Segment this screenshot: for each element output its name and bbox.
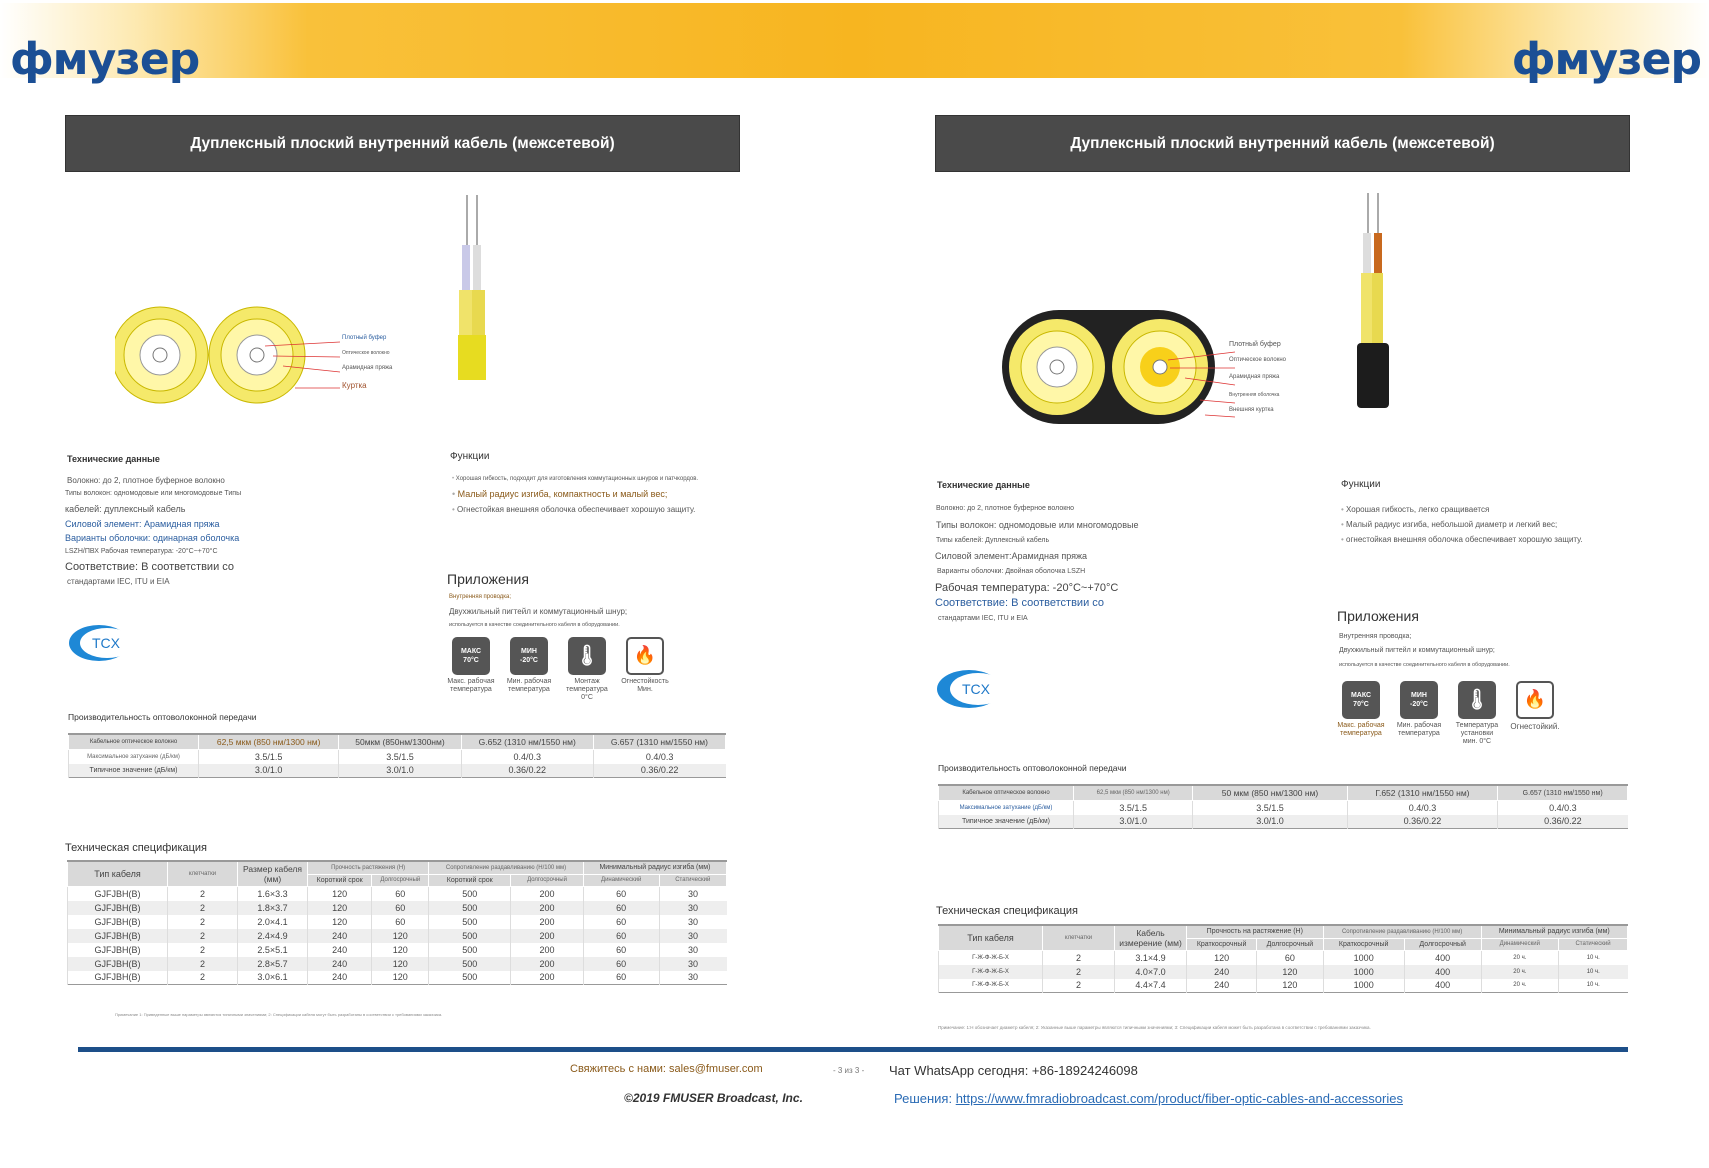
table-cell: Г-Ж-Ф-Ж-Б-Х [939, 965, 1043, 979]
table-cell: 200 [511, 915, 584, 929]
spec-table: Тип кабеля клетчатки Размер кабеля (мм) Прочность растяжения (Н) Сопротивление раздавливанию (Н/100 мм) Минимальный радиус изгиба (мм) Короткий срок Долгосрочный Короткий срок Долгосрочный Динамический Статический GJFJBH(B) 2 1.6×3.3 120 60 500 200 60 30 GJFJBH(B) 2 1.8×3.7 120 60 500 200 60 30 GJFJBH(B) 2 2.0×4.1 120 60 500 200 60 30 GJFJBH(B) 2 2.4×4.9 240 120 500 200 60 30 GJFJBH(B) 2 2.5×5.1 240 120 500 200 60 30 GJFJBH(B) 2 2.8×5.7 240 120 500 200 60 30 GJFJBH(B) 2 3.0×6.1 240 120 500 200 60 30 [67, 860, 727, 985]
spec-icon-row [1337, 681, 1559, 746]
application-line: Двухжильный пигтейл и коммутационный шнур; [1339, 647, 1495, 654]
solutions-link[interactable]: Решения: https://www.fmradiobroadcast.com/product/fiber-optic-cables-and-accessories [894, 1091, 1403, 1106]
table-cell: 30 [659, 957, 726, 971]
spec-table: Тип кабеля клетчатки Кабель измерение (мм) Прочность на растяжение (Н) Сопротивление раздавливанию (Н/100 мм) Минимальный радиус изгиба (мм) Краткосрочный Долгосрочный Краткосрочный Долгосрочный Динамический Статический Г-Ж-Ф-Ж-Б-Х 2 3.1×4.9 120 60 1000 400 20 ч. 10 ч. Г-Ж-Ф-Ж-Б-Х 2 4.0×7.0 240 120 1000 400 20 ч. 10 ч. Г-Ж-Ф-Ж-Б-Х 2 4.4×7.4 240 120 1000 400 20 ч. 10 ч. [938, 924, 1628, 993]
applications-heading: Приложения [447, 571, 529, 587]
table-cell: 500 [429, 957, 511, 971]
min-temp-icon: МИН -20°C Мин. рабочая температура [1395, 681, 1443, 746]
table-cell: 2 [168, 957, 238, 971]
max-temp-icon: МАКС 70°C Макс. рабочая температура [1337, 681, 1385, 746]
table-cell: 200 [511, 957, 584, 971]
tech-data-line: Силовой элемент: Арамидная пряжа [65, 519, 220, 529]
table-cell: 2 [1043, 951, 1115, 965]
table-cell: 120 [372, 943, 429, 957]
table-cell: 500 [429, 915, 511, 929]
table-cell: 2.0×4.1 [238, 915, 308, 929]
table-cell: 20 ч. [1481, 951, 1558, 965]
thermometer-icon: 🌡 Монтаж температура 0°C [563, 637, 611, 702]
svg-text:TCX: TCX [92, 635, 120, 651]
function-item: • Хорошая гибкость, подходит для изготовления коммутационных шнуров и патчкордов. [452, 476, 698, 482]
table-cell: 240 [308, 971, 372, 985]
table-cell: 500 [429, 971, 511, 985]
header-banner [0, 3, 1709, 78]
tech-data-heading: Технические данные [937, 480, 1030, 490]
footer-divider [78, 1047, 1628, 1052]
table-cell: 30 [659, 901, 726, 915]
table-cell: 2.4×4.9 [238, 929, 308, 943]
spec-note: Примечание 1: Приведенные выше параметры являются типичными значениями; 2: Спецификации кабеля могут быть разработаны в соответствии с требованиями заказчика. [115, 1012, 443, 1017]
table-cell: 120 [372, 929, 429, 943]
tech-data-line: Соответствие: В соответствии со [935, 597, 1105, 609]
tech-data-line: Рабочая температура: -20°C~+70°C [935, 582, 1119, 594]
table-cell: 60 [372, 915, 429, 929]
table-cell: 4.4×7.4 [1115, 979, 1187, 993]
table-cell: 240 [1187, 965, 1257, 979]
functions-heading: Функции [1341, 479, 1381, 490]
table-cell: 4.0×7.0 [1115, 965, 1187, 979]
table-row [68, 887, 727, 901]
diagram-label: Оптическое волокно [1229, 357, 1287, 363]
brand-logo: фмузер [10, 34, 200, 85]
table-cell: 200 [511, 887, 584, 901]
table-cell: 2 [168, 971, 238, 985]
table-cell: 1000 [1323, 965, 1404, 979]
performance-table: Кабельное оптическое волокно 62,5 мкм (850 нм/1300 нм) 50 мкм (850 нм/1300 нм) Г.652 (1310 нм/1550 нм) G.657 (1310 нм/1550 нм) Максимальное затухание (дБ/км) 3.5/1.5 3.5/1.5 0.4/0.3 0.4/0.3 Типичное значение (дБ/км) 3.0/1.0 3.0/1.0 0.36/0.22 0.36/0.22 [938, 784, 1628, 829]
table-cell: GJFJBH(B) [68, 901, 168, 915]
table-row [68, 929, 727, 943]
contact-email-link[interactable]: Свяжитесь с нами: sales@fmuser.com [570, 1063, 763, 1075]
spec-heading: Техническая спецификация [65, 842, 208, 854]
table-cell: 60 [583, 943, 659, 957]
cable-product-image [450, 195, 510, 395]
table-cell: 60 [583, 915, 659, 929]
function-item: • Малый радиус изгиба, небольшой диаметр и легкий вес; [1341, 520, 1557, 529]
brand-logo: фмузер [1511, 34, 1701, 85]
cable-cross-section-diagram [115, 300, 445, 420]
min-temp-icon: МИН -20°C Мин. рабочая температура [505, 637, 553, 702]
tech-data-line: стандартами IEC, ITU и EIA [938, 615, 1028, 622]
table-cell: 2 [1043, 965, 1115, 979]
diagram-label: Внутренняя оболочка [1229, 392, 1280, 398]
tech-data-line: Типы кабелей: Дуплексный кабель [936, 537, 1050, 544]
table-cell: GJFJBH(B) [68, 957, 168, 971]
max-temp-icon: МАКС 70°C Макс. рабочая температура [447, 637, 495, 702]
whatsapp-contact[interactable]: Чат WhatsApp сегодня: +86-18924246098 [889, 1063, 1138, 1078]
table-row [939, 965, 1628, 979]
fire-resistant-icon: 🔥 Огнестойкий. [1511, 681, 1559, 746]
diagram-label: Внешняя куртка [1229, 407, 1274, 413]
tech-data-line: Варианты оболочки: Двойная оболочка LSZH [937, 568, 1086, 575]
table-cell: 10 ч. [1559, 979, 1628, 993]
table-cell: 120 [372, 971, 429, 985]
application-line: Внутренняя проводка; [1339, 633, 1412, 640]
table-cell: GJFJBH(B) [68, 887, 168, 901]
svg-text:TCX: TCX [962, 681, 990, 697]
table-cell: 60 [583, 887, 659, 901]
diagram-label: Арамидная пряжа [342, 365, 393, 371]
functions-heading: Функции [450, 451, 490, 462]
thermometer-icon: 🌡 Температура установки мин. 0°C [1453, 681, 1501, 746]
table-cell: 10 ч. [1559, 965, 1628, 979]
table-cell: 2 [168, 915, 238, 929]
table-cell: 120 [1187, 951, 1257, 965]
diagram-label: Плотный буфер [1229, 341, 1281, 348]
table-cell: 2.8×5.7 [238, 957, 308, 971]
applications-heading: Приложения [1337, 608, 1419, 624]
table-cell: 240 [308, 929, 372, 943]
table-cell: 2 [168, 929, 238, 943]
table-cell: 200 [511, 971, 584, 985]
table-cell: 120 [308, 901, 372, 915]
application-line: используется в качестве соединительного кабеля в оборудовании. [1339, 662, 1510, 668]
table-row [68, 915, 727, 929]
function-item: • Хорошая гибкость, легко сращивается [1341, 505, 1489, 514]
table-cell: 60 [583, 901, 659, 915]
table-cell: 3.1×4.9 [1115, 951, 1187, 965]
table-cell: 2 [168, 901, 238, 915]
page-number: - 3 из 3 - [833, 1066, 865, 1075]
table-cell: 2 [168, 943, 238, 957]
table-row [68, 943, 727, 957]
table-cell: 400 [1404, 951, 1481, 965]
fire-resistant-icon: 🔥 Огнестойкость Мин. [621, 637, 669, 702]
tech-data-line: Волокно: до 2, плотное буферное волокно [67, 476, 225, 485]
table-cell: 30 [659, 971, 726, 985]
table-cell: 60 [583, 929, 659, 943]
table-cell: 200 [511, 901, 584, 915]
tech-data-line: Силовой элемент:Арамидная пряжа [935, 551, 1088, 561]
performance-table: Кабельное оптическое волокно 62,5 мкм (850 нм/1300 нм) 50мкм (850нм/1300нм) G.652 (1310 нм/1550 нм) G.657 (1310 нм/1550 нм) Максимальное затухание (дБ/км) 3.5/1.5 3.5/1.5 0.4/0.3 0.4/0.3 Типичное значение (дБ/км) 3.0/1.0 3.0/1.0 0.36/0.22 0.36/0.22 [68, 733, 726, 778]
spec-note: Примечание: 1:Н обозначает диаметр кабеля; 2: Указанные выше параметры являются типичными значениями; 3: Спецификации кабеля может быть разработана в соответствии с требованиями заказчика. [938, 1025, 1371, 1030]
diagram-label: Плотный буфер [342, 335, 387, 341]
tech-data-line: Типы волокон: одномодовые или многомодовые [936, 520, 1139, 530]
diagram-label: Арамидная пряжа [1229, 374, 1280, 380]
application-line: Внутренняя проводка; [449, 594, 512, 600]
table-cell: 500 [429, 943, 511, 957]
tech-data-line: Типы волокон: одномодовые или многомодовые Типы [65, 490, 242, 497]
table-cell: GJFJBH(B) [68, 943, 168, 957]
function-item: • Малый радиус изгиба, компактность и малый вес; [452, 489, 667, 499]
table-cell: 500 [429, 929, 511, 943]
table-cell: 30 [659, 929, 726, 943]
panel-title: Дуплексный плоский внутренний кабель (межсетевой) [935, 115, 1630, 172]
left-panel [65, 115, 745, 1017]
spec-heading: Техническая спецификация [936, 905, 1079, 917]
application-line: Двухжильный пигтейл и коммутационный шнур; [449, 607, 628, 616]
right-panel [935, 115, 1630, 1030]
table-cell: 10 ч. [1559, 951, 1628, 965]
table-cell: 200 [511, 943, 584, 957]
table-cell: 240 [308, 957, 372, 971]
table-row [68, 971, 727, 985]
table-cell: GJFJBH(B) [68, 929, 168, 943]
table-cell: 120 [1257, 979, 1323, 993]
table-cell: GJFJBH(B) [68, 915, 168, 929]
table-cell: 240 [1187, 979, 1257, 993]
table-cell: 1.6×3.3 [238, 887, 308, 901]
table-cell: 60 [1257, 951, 1323, 965]
table-cell: 60 [372, 901, 429, 915]
performance-heading: Производительность оптоволоконной передачи [938, 763, 1127, 773]
tech-data-line: кабелей: дуплексный кабель [65, 504, 186, 514]
tcx-logo [67, 621, 137, 665]
table-cell: 1000 [1323, 979, 1404, 993]
table-cell: 20 ч. [1481, 979, 1558, 993]
table-cell: 2 [1043, 979, 1115, 993]
table-cell: 30 [659, 887, 726, 901]
table-cell: 120 [372, 957, 429, 971]
table-cell: 500 [429, 901, 511, 915]
function-item: • огнестойкая внешняя оболочка обеспечивает хорошую защиту. [1341, 535, 1583, 544]
performance-heading: Производительность оптоволоконной передачи [68, 712, 257, 722]
table-cell: 30 [659, 943, 726, 957]
tech-data-line: Варианты оболочки: одинарная оболочка [65, 533, 240, 543]
table-cell: GJFJBH(B) [68, 971, 168, 985]
application-line: используется в качестве соединительного кабеля в оборудовании. [449, 622, 620, 628]
tech-data-line: LSZH/ПВХ Рабочая температура: -20°C~+70°C [65, 548, 218, 555]
table-cell: Г-Ж-Ф-Ж-Б-Х [939, 979, 1043, 993]
function-item: • Огнестойкая внешняя оболочка обеспечивает хорошую защиту. [452, 505, 695, 514]
tcx-logo [935, 666, 1010, 712]
table-cell: 120 [1257, 965, 1323, 979]
table-cell: 30 [659, 915, 726, 929]
table-cell: 500 [429, 887, 511, 901]
table-cell: 1.8×3.7 [238, 901, 308, 915]
table-cell: 2.5×5.1 [238, 943, 308, 957]
table-cell: 20 ч. [1481, 965, 1558, 979]
table-cell: 1000 [1323, 951, 1404, 965]
table-cell: 120 [308, 915, 372, 929]
panel-title: Дуплексный плоский внутренний кабель (межсетевой) [65, 115, 740, 172]
table-row [939, 951, 1628, 965]
table-cell: 60 [583, 957, 659, 971]
tech-data-line: стандартами IEC, ITU и EIA [67, 577, 170, 586]
cable-product-image [1350, 193, 1410, 408]
tech-data-line: Волокно: до 2, плотное буферное волокно [936, 505, 1075, 512]
table-cell: 200 [511, 929, 584, 943]
table-cell: 240 [308, 943, 372, 957]
table-cell: 2 [168, 887, 238, 901]
table-row [939, 979, 1628, 993]
spec-icon-row [447, 637, 669, 702]
copyright: ©2019 FMUSER Broadcast, Inc. [624, 1091, 803, 1105]
table-cell: 400 [1404, 965, 1481, 979]
table-row [68, 901, 727, 915]
diagram-label: Оптическое волокно [342, 350, 390, 356]
tech-data-heading: Технические данные [67, 454, 160, 464]
table-row [68, 957, 727, 971]
tech-data-line: Соответствие: В соответствии со [65, 561, 235, 573]
table-cell: 60 [583, 971, 659, 985]
diagram-label: Куртка [342, 381, 367, 390]
table-cell: 3.0×6.1 [238, 971, 308, 985]
table-cell: 120 [308, 887, 372, 901]
table-cell: 60 [372, 887, 429, 901]
table-cell: 400 [1404, 979, 1481, 993]
table-cell: Г-Ж-Ф-Ж-Б-Х [939, 951, 1043, 965]
